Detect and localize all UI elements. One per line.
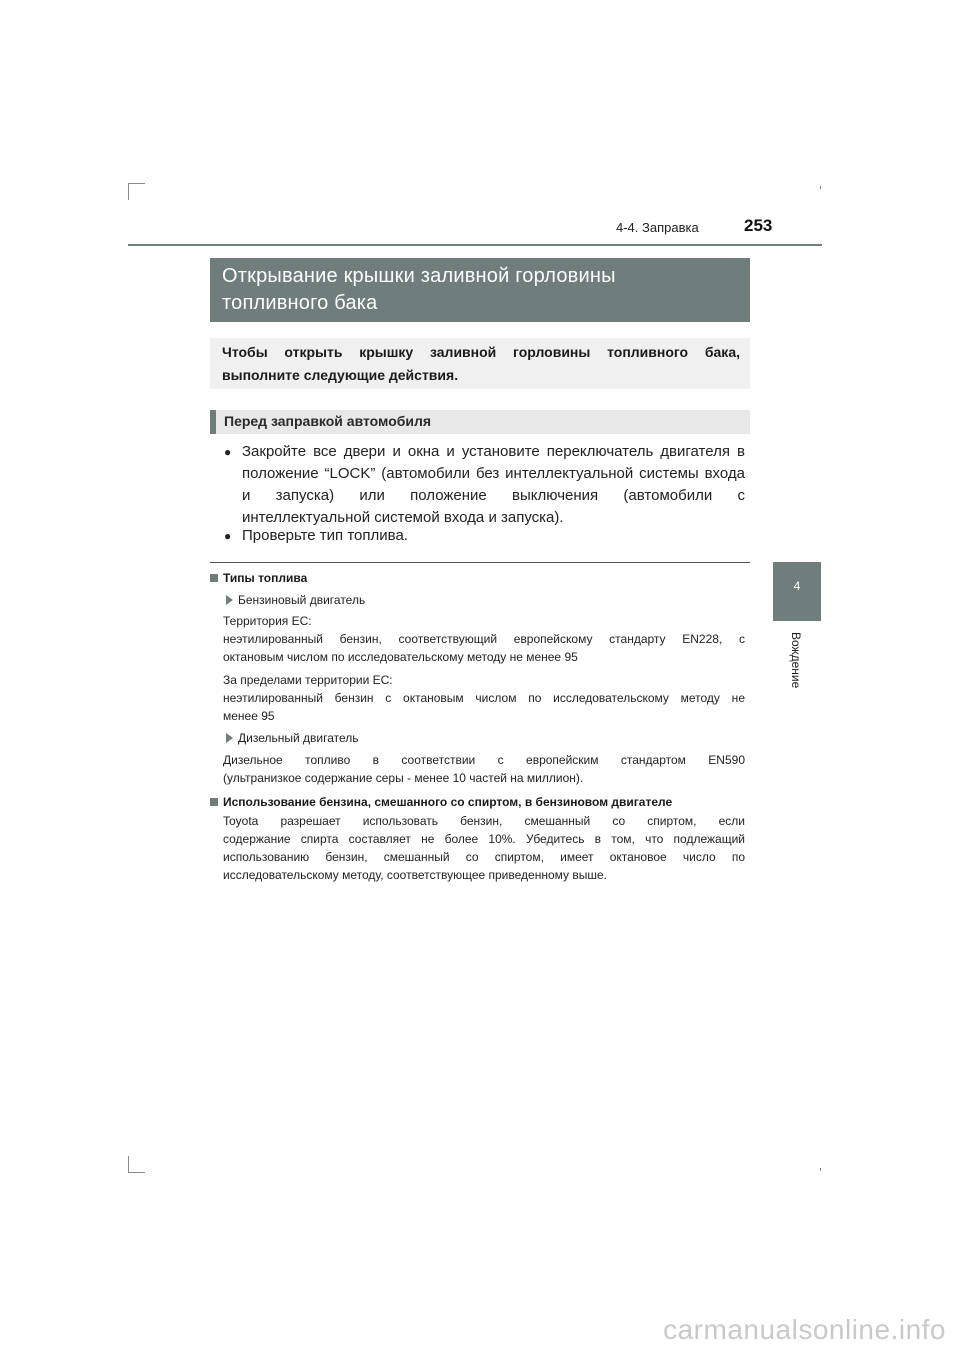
bullet-1-line-1: Закройте все двери и окна и установите переключатель двигателя в xyxy=(242,443,745,460)
intro-line-1: Чтобы открыть крышку заливной горловины топливного бака, xyxy=(222,344,740,360)
square-bullet-icon xyxy=(210,574,218,582)
intro-box xyxy=(210,338,750,389)
alcohol-fuel-paragraph xyxy=(223,812,745,884)
bullet-item-2 xyxy=(242,525,745,547)
diesel-line-2: (ультранизкое содержание серы - менее 10 частей на миллион). xyxy=(223,771,584,785)
chapter-label xyxy=(774,632,818,692)
intro-line-2: выполните следующие действия. xyxy=(222,367,459,383)
bullet-1-line-4: интеллектуальной системой входа и запуска). xyxy=(242,509,564,526)
crop-mark-bottom-left-v xyxy=(128,1156,129,1173)
non-eu-line-1: неэтилированный бензин с октановым числом по исследовательскому методу не xyxy=(223,691,745,705)
eu-fuel-paragraph xyxy=(223,612,745,666)
triangle-bullet-icon xyxy=(226,733,233,743)
eu-line-1: неэтилированный бензин, соответствующий европейскому стандарту EN228, с xyxy=(223,632,745,646)
bullet-dot-icon: ● xyxy=(224,529,232,543)
non-eu-line-2: менее 95 xyxy=(223,709,275,723)
square-bullet-icon xyxy=(210,798,218,806)
bullet-1-line-2: положение “LOCK” (автомобили без интеллектуальной системы входа xyxy=(242,465,745,482)
crop-mark-top-right xyxy=(820,186,821,189)
petrol-engine-label: Бензиновый двигатель xyxy=(238,593,366,607)
bullet-1-line-3: и запуска) или положение выключения (автомобили с xyxy=(242,487,745,504)
alcohol-line-1: Toyota разрешает использовать бензин, смешанный со спиртом, если xyxy=(223,814,745,828)
crop-mark-top-left-v xyxy=(128,183,129,200)
diesel-line-1: Дизельное топливо в соответствии с европейским стандартом EN590 xyxy=(223,753,745,767)
non-eu-title: За пределами территории ЕС: xyxy=(223,673,393,687)
section-title-line-2: топливного бака xyxy=(222,292,378,314)
header-rule xyxy=(128,244,822,246)
eu-title: Территория ЕС: xyxy=(223,614,312,628)
subheading-text: Перед заправкой автомобиля xyxy=(224,413,432,429)
alcohol-line-2: содержание спирта составляет не более 10%. Убедитесь в том, что подлежащий xyxy=(223,832,745,846)
non-eu-fuel-paragraph xyxy=(223,671,745,725)
section-title xyxy=(222,263,738,317)
alcohol-line-4: исследовательскому методу, соответствующее приведенному выше. xyxy=(223,868,607,882)
watermark: carmanualsonline.info xyxy=(663,1314,946,1345)
crop-mark-bottom-left-h xyxy=(128,1172,145,1173)
section-divider xyxy=(210,562,750,563)
section-label: 4-4. Заправка xyxy=(616,220,699,235)
bullet-dot-icon: ● xyxy=(224,445,232,459)
page-number: 253 xyxy=(744,216,773,235)
eu-line-2: октановым числом по исследовательскому методу не менее 95 xyxy=(223,650,578,664)
intro-text xyxy=(222,341,740,387)
triangle-bullet-icon xyxy=(226,595,233,605)
bullet-2-line-1: Проверьте тип топлива. xyxy=(242,527,408,544)
alcohol-line-3: использованию бензин, смешанный со спиртом, имеет октановое число по xyxy=(223,850,745,864)
crop-mark-bottom-right xyxy=(820,1168,821,1171)
diesel-fuel-paragraph xyxy=(223,751,745,787)
bullet-item-1 xyxy=(242,441,745,529)
chapter-number: 4 xyxy=(793,579,801,593)
section-title-box xyxy=(210,258,750,322)
subheading-bar xyxy=(210,410,750,434)
chapter-label-text: Вождение xyxy=(789,632,803,689)
fuel-types-heading: Типы топлива xyxy=(223,571,308,585)
diesel-engine-label: Дизельный двигатель xyxy=(238,731,359,745)
section-title-line-1: Открывание крышки заливной горловины xyxy=(222,265,616,287)
crop-mark-top-left-h xyxy=(128,183,145,184)
chapter-tab[interactable] xyxy=(773,562,821,621)
alcohol-fuel-heading: Использование бензина, смешанного со спиртом, в бензиновом двигателе xyxy=(223,795,673,809)
